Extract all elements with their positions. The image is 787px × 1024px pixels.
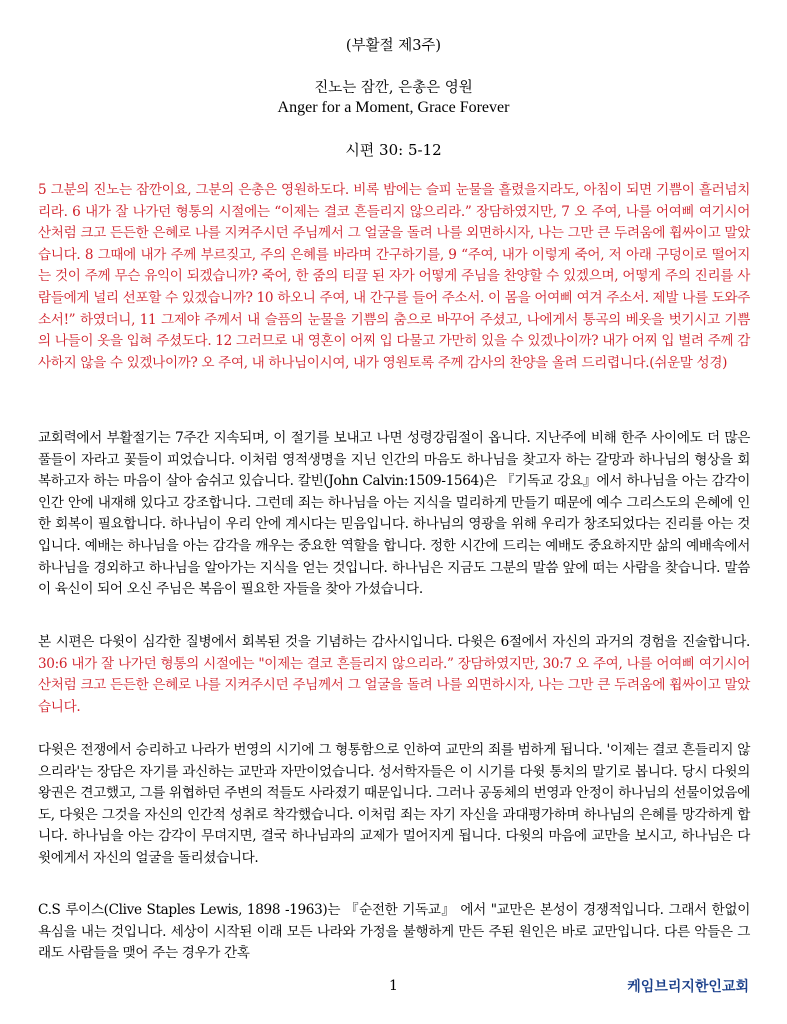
church-name: 케임브리지한인교회: [627, 979, 749, 995]
scripture-passage: 5 그분의 진노는 잠깐이요, 그분의 은총은 영원하도다. 비록 밤에는 슬피 눈물을 흘렸을지라도, 아침이 되면 기쁨이 흘러넘치리라. 6 내가 잘 나가던 형통의 시절에는 “이제는 결코 흔들리지 않으리라.” 장담하였지만, 7 오 주여, 나를 어여삐 여기시어 산처럼 크고 든든한 은혜로 나를 지켜주시던 주님께서 그 얼굴을 돌려 나를 외면하시자, 나는 그만 큰 두려움에 휩싸이고 말았습니다. 8 그때에 내가 주께 부르짖고, 주의 은혜를 바라며 간구하기를, 9 “주여, 내가 이렇게 죽어, 저 아래 구덩이로 떨어지는 것이 주께 무슨 유익이 되겠습니까? 죽어, 한 줌의 티끌 된 자가 어떻게 주님을 찬양할 수 있겠으며, 어떻게 주의 진리를 사람들에게 널리 선포할 수 있겠습니까? 10 하오니 주여, 내 간구를 들어 주소서. 이 몸을 어여삐 여겨 주소서. 제발 나를 도와주소서!” 하였더니, 11 그제야 주께서 내 슬픔의 눈물을 기쁨의 춤으로 바꾸어 주셨고, 나에게서 통곡의 베옷을 벗기시고 기쁨의 나들이 옷을 입혀 주셨도다. 12 그러므로 내 영혼이 어찌 입 다물고 가만히 있을 수 있겠나이까? 내가 어찌 입 벌려 주께 감사하지 않을 수 있겠나이까? 오 주여, 내 하나님이시여, 내가 영원토록 주께 감사의 찬양을 올려 드리렵니다.(쉬운말 성경): [38, 182, 750, 371]
paragraph-1: 교회력에서 부활절기는 7주간 지속되며, 이 절기를 보내고 나면 성령강림절이 옵니다. 지난주에 비해 한주 사이에도 더 많은 풀들이 자라고 꽃들이 피었습니다. 이처럼 영적생명을 지닌 인간의 마음도 하나님을 찾고자 하는 갈망과 하나님의 형상을 회복하고자 하는 마음이 살아 숨쉬고 있습니다. 칼빈(John Calvin:1509-1564)은 『기독교 강요』에서 하나님을 아는 감각이 인간 안에 내재해 있다고 강조합니다. 그런데 죄는 하나님을 아는 지식을 멀리하게 만들기 때문에 예수 그리스도의 은혜에 인한 회복이 필요합니다. 하나님이 우리 안에 계시다는 믿음입니다. 하나님의 영광을 위해 우리가 창조되었다는 진리를 아는 것입니다. 예배는 하나님을 아는 감각을 깨우는 중요한 역할을 합니다. 정한 시간에 드리는 예배도 중요하지만 삶의 예배속에서 하나님을 경외하고 하나님을 알아가는 지식을 얻는 것입니다. 하나님은 지금도 그분의 말씀 앞에 떠는 사람을 찾습니다. 말씀이 육신이 되어 오신 주님은 복음이 필요한 자들을 찾아 가셨습니다.: [38, 430, 750, 598]
paragraph-4: C.S 루이스(Clive Staples Lewis, 1898 -1963)는 『순전한 기독교』 에서 "교만은 본성이 경쟁적입니다. 그래서 한없이 욕심을 내는 것입니다. 세상이 시작된 이래 모든 나라와 가정을 불행하게 만든 주된 원인은 바로 교만입니다. 다른 악들은 그래도 사람들을 맺어 주는 경우가 간혹: [38, 902, 750, 962]
sermon-title-english: Anger for a Moment, Grace Forever: [277, 99, 510, 116]
liturgical-season: (부활절 제3주): [345, 38, 442, 54]
paragraph-3: 다윗은 전쟁에서 승리하고 나라가 번영의 시기에 그 형통함으로 인하여 교만의 죄를 범하게 됩니다. '이제는 결코 흔들리지 않으리라'는 장담은 자기를 과신하는 교만과 자만이었습니다. 성서학자들은 이 시기를 다윗 통치의 말기로 봅니다. 당시 다윗의 왕권은 견고했고, 그를 위협하던 주변의 적들도 사라졌기 때문입니다. 그러나 공동체의 번영과 안정이 하나님의 선물이었음에도, 다윗은 그것을 자신의 인간적 성취로 착각했습니다. 이처럼 죄는 자기 자신을 과대평가하며 하나님의 은혜를 망각하게 합니다. 하나님을 아는 감각이 무뎌지면, 결국 하나님과의 교제가 멀어지게 됩니다. 다윗의 마음에 교만을 보시고, 하나님은 다윗에게서 자신의 얼굴을 돌리셨습니다.: [38, 742, 750, 866]
paragraph-2: [38, 632, 750, 718]
sermon-title-korean: 진노는 잠깐, 은총은 영원: [314, 80, 473, 96]
page-number: 1: [389, 978, 398, 994]
scripture-reference: 시편 30: 5-12: [345, 141, 442, 159]
paragraph-2-quote: 30:6 내가 잘 나가던 형통의 시절에는 "이제는 결코 흔들리지 않으리라.” 장담하였지만, 30:7 오 주여, 나를 어여삐 여기시어 산처럼 크고 든든한 은혜로 나를 지켜주시던 주님께서 그 얼굴을 돌려 나를 외면하시자, 나는 그만 큰 두려움에 휩싸이고 말았습니다.: [38, 655, 750, 715]
paragraph-2-intro: 본 시편은 다윗이 심각한 질병에서 회복된 것을 기념하는 감사시입니다. 다윗은 6절에서 자신의 과거의 경험을 진술합니다.: [38, 634, 750, 650]
